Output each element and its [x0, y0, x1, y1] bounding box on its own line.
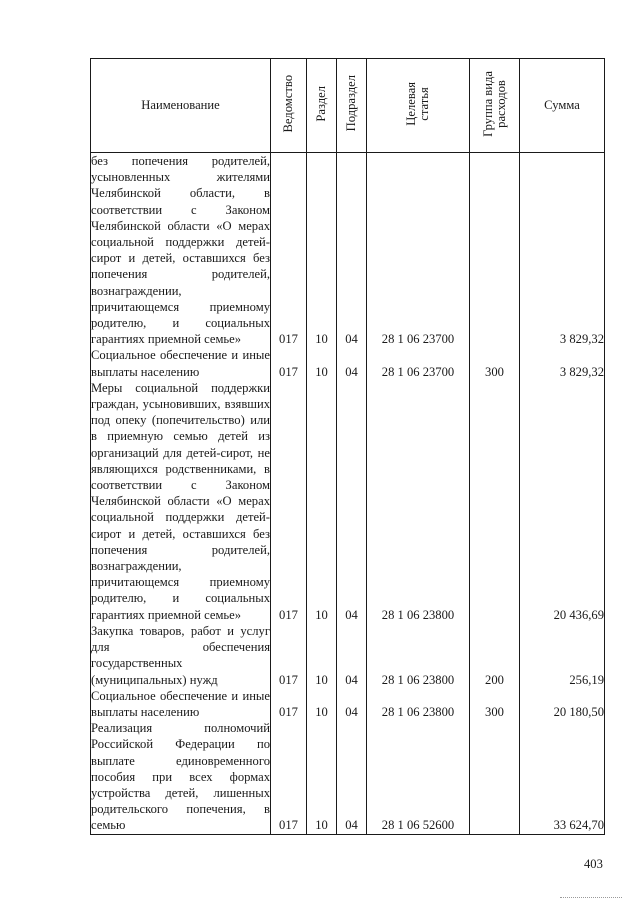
row-sum: 33 624,70 — [520, 720, 605, 834]
row-subsection: 04 — [337, 688, 367, 720]
row-subsection: 04 — [337, 720, 367, 834]
table-row — [91, 153, 605, 348]
header-sum-label: Сумма — [544, 98, 580, 112]
row-name: Социальное обеспечение и иные выплаты населению — [91, 688, 270, 719]
table-row — [91, 720, 605, 834]
row-expense — [470, 380, 520, 623]
row-subsection: 04 — [337, 153, 367, 348]
row-target: 28 1 06 23800 — [367, 380, 470, 623]
header-subsection-label: Подраздел — [344, 75, 358, 132]
header-expense-line2: расходов — [493, 79, 508, 128]
table-row — [91, 623, 605, 688]
row-subsection: 04 — [337, 380, 367, 623]
row-section: 10 — [307, 623, 337, 688]
header-ministry — [271, 59, 307, 153]
row-ministry: 017 — [271, 380, 307, 623]
header-sum — [520, 59, 605, 153]
header-subsection — [337, 59, 367, 153]
row-name: Закупка товаров, работ и услуг для обеспечения государственных (муниципальных) нужд — [91, 623, 270, 687]
header-expense-line1: Группа вида — [480, 70, 495, 137]
header-expense-label — [482, 71, 508, 137]
row-target: 28 1 06 23800 — [367, 623, 470, 688]
row-name: Социальное обеспечение и иные выплаты населению — [91, 348, 270, 379]
row-section: 10 — [307, 688, 337, 720]
row-ministry: 017 — [271, 688, 307, 720]
header-expense — [470, 59, 520, 153]
row-expense: 300 — [470, 347, 520, 379]
row-sum: 20 436,69 — [520, 380, 605, 623]
header-ministry-label: Ведомство — [281, 74, 295, 133]
row-expense — [470, 720, 520, 834]
header-target-line1: Целевая — [404, 81, 418, 126]
row-target: 28 1 06 23700 — [367, 153, 470, 348]
row-expense — [470, 153, 520, 348]
row-ministry: 017 — [271, 623, 307, 688]
row-sum: 3 829,32 — [520, 347, 605, 379]
row-name: Реализация полномочий Российской Федерации по выплате единовременного пособия при всех формах устройства детей, лишенных родительского попечения, в семью — [91, 721, 270, 833]
row-subsection: 04 — [337, 347, 367, 379]
table-row — [91, 347, 605, 379]
row-expense: 200 — [470, 623, 520, 688]
row-subsection: 04 — [337, 623, 367, 688]
page-number: 403 — [584, 857, 603, 871]
header-section — [307, 59, 337, 153]
budget-table — [90, 58, 605, 835]
row-target: 28 1 06 23800 — [367, 688, 470, 720]
row-name: без попечения родителей, усыновленных жителями Челябинской области, в соответствии с Законом Челябинской области «О мерах социальной поддержки детей-сирот и детей, оставшихся без попечения родителей, вознаграждении, причитающемся приемному родителю, и социальных гарантиях приемной семье» — [91, 154, 270, 347]
row-ministry: 017 — [271, 153, 307, 348]
header-name — [91, 59, 271, 153]
row-section: 10 — [307, 153, 337, 348]
row-target: 28 1 06 23700 — [367, 347, 470, 379]
header-target-line2: статья — [417, 86, 431, 121]
footer-dotted-line — [560, 897, 622, 898]
row-section: 10 — [307, 347, 337, 379]
row-ministry: 017 — [271, 347, 307, 379]
row-sum: 20 180,50 — [520, 688, 605, 720]
row-section: 10 — [307, 380, 337, 623]
row-sum: 256,19 — [520, 623, 605, 688]
row-expense: 300 — [470, 688, 520, 720]
table-row — [91, 688, 605, 720]
row-name: Меры социальной поддержки граждан, усыновивших, взявших под опеку (попечительство) или в приемную семью детей из организаций для детей-сирот, не являющихся родственниками, в соответствии с Законом Челябинской области «О мерах социальной поддержки детей-сирот и детей, оставшихся без попечения родителей, вознаграждении, причитающемся приемному родителю, и социальных гарантиях приемной семье» — [91, 380, 270, 622]
header-target-label — [405, 82, 431, 126]
row-ministry: 017 — [271, 720, 307, 834]
row-target: 28 1 06 52600 — [367, 720, 470, 834]
table-row — [91, 380, 605, 623]
header-name-label: Наименование — [141, 98, 220, 112]
header-row — [91, 59, 605, 153]
header-section-label: Раздел — [314, 85, 328, 122]
row-section: 10 — [307, 720, 337, 834]
header-target — [367, 59, 470, 153]
row-sum: 3 829,32 — [520, 153, 605, 348]
